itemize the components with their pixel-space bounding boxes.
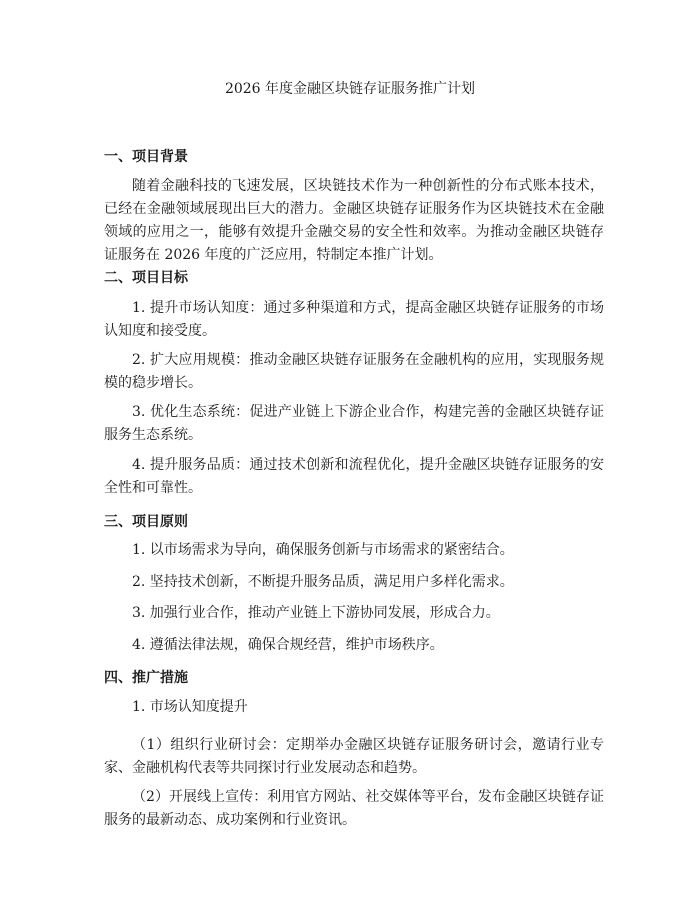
background-paragraph: 随着金融科技的飞速发展，区块链技术作为一种创新性的分布式账本技术，已经在金融领域展现出巨大的潜力。金融区块链存证服务作为区块链技术在金融领域的应用之一，能够有效提升金融交易的安全性和效率。为推动金融区块链存证服务在 2026 年度的广泛应用，特制定本推广计划。 [104, 178, 604, 263]
principle-item-2: 2. 坚持技术创新，不断提升服务品质，满足用户多样化需求。 [132, 574, 514, 590]
section-heading-background: 一、项目背景 [104, 149, 188, 165]
principle-item-3: 3. 加强行业合作，推动产业链上下游协同发展，形成合力。 [132, 605, 500, 621]
goal-item-1: 1. 提升市场认知度：通过多种渠道和方式，提高金融区块链存证服务的市场认知度和接受度。 [104, 300, 604, 339]
principle-item-1: 1. 以市场需求为导向，确保服务创新与市场需求的紧密结合。 [132, 542, 514, 558]
measure-item-2: （2）开展线上宣传：利用官方网站、社交媒体等平台，发布金融区块链存证服务的最新动态、成功案例和行业资讯。 [104, 789, 604, 828]
document-title: 2026 年度金融区块链存证服务推广计划 [224, 81, 476, 97]
section-heading-principles: 三、项目原则 [104, 514, 188, 530]
section-heading-goals: 二、项目目标 [104, 270, 188, 286]
measure-subheading-1: 1. 市场认知度提升 [132, 699, 248, 715]
goal-item-3: 3. 优化生态系统：促进产业链上下游企业合作，构建完善的金融区块链存证服务生态系统。 [104, 404, 604, 443]
goal-item-4: 4. 提升服务品质：通过技术创新和流程优化，提升金融区块链存证服务的安全性和可靠性。 [104, 457, 604, 496]
measure-item-1: （1）组织行业研讨会：定期举办金融区块链存证服务研讨会，邀请行业专家、金融机构代表等共同探讨行业发展动态和趋势。 [104, 737, 604, 776]
principle-item-4: 4. 遵循法律法规，确保合规经营，维护市场秩序。 [132, 637, 444, 653]
goal-item-2: 2. 扩大应用规模：推动金融区块链存证服务在金融机构的应用，实现服务规模的稳步增长。 [104, 352, 604, 391]
section-heading-measures: 四、推广措施 [104, 670, 188, 686]
